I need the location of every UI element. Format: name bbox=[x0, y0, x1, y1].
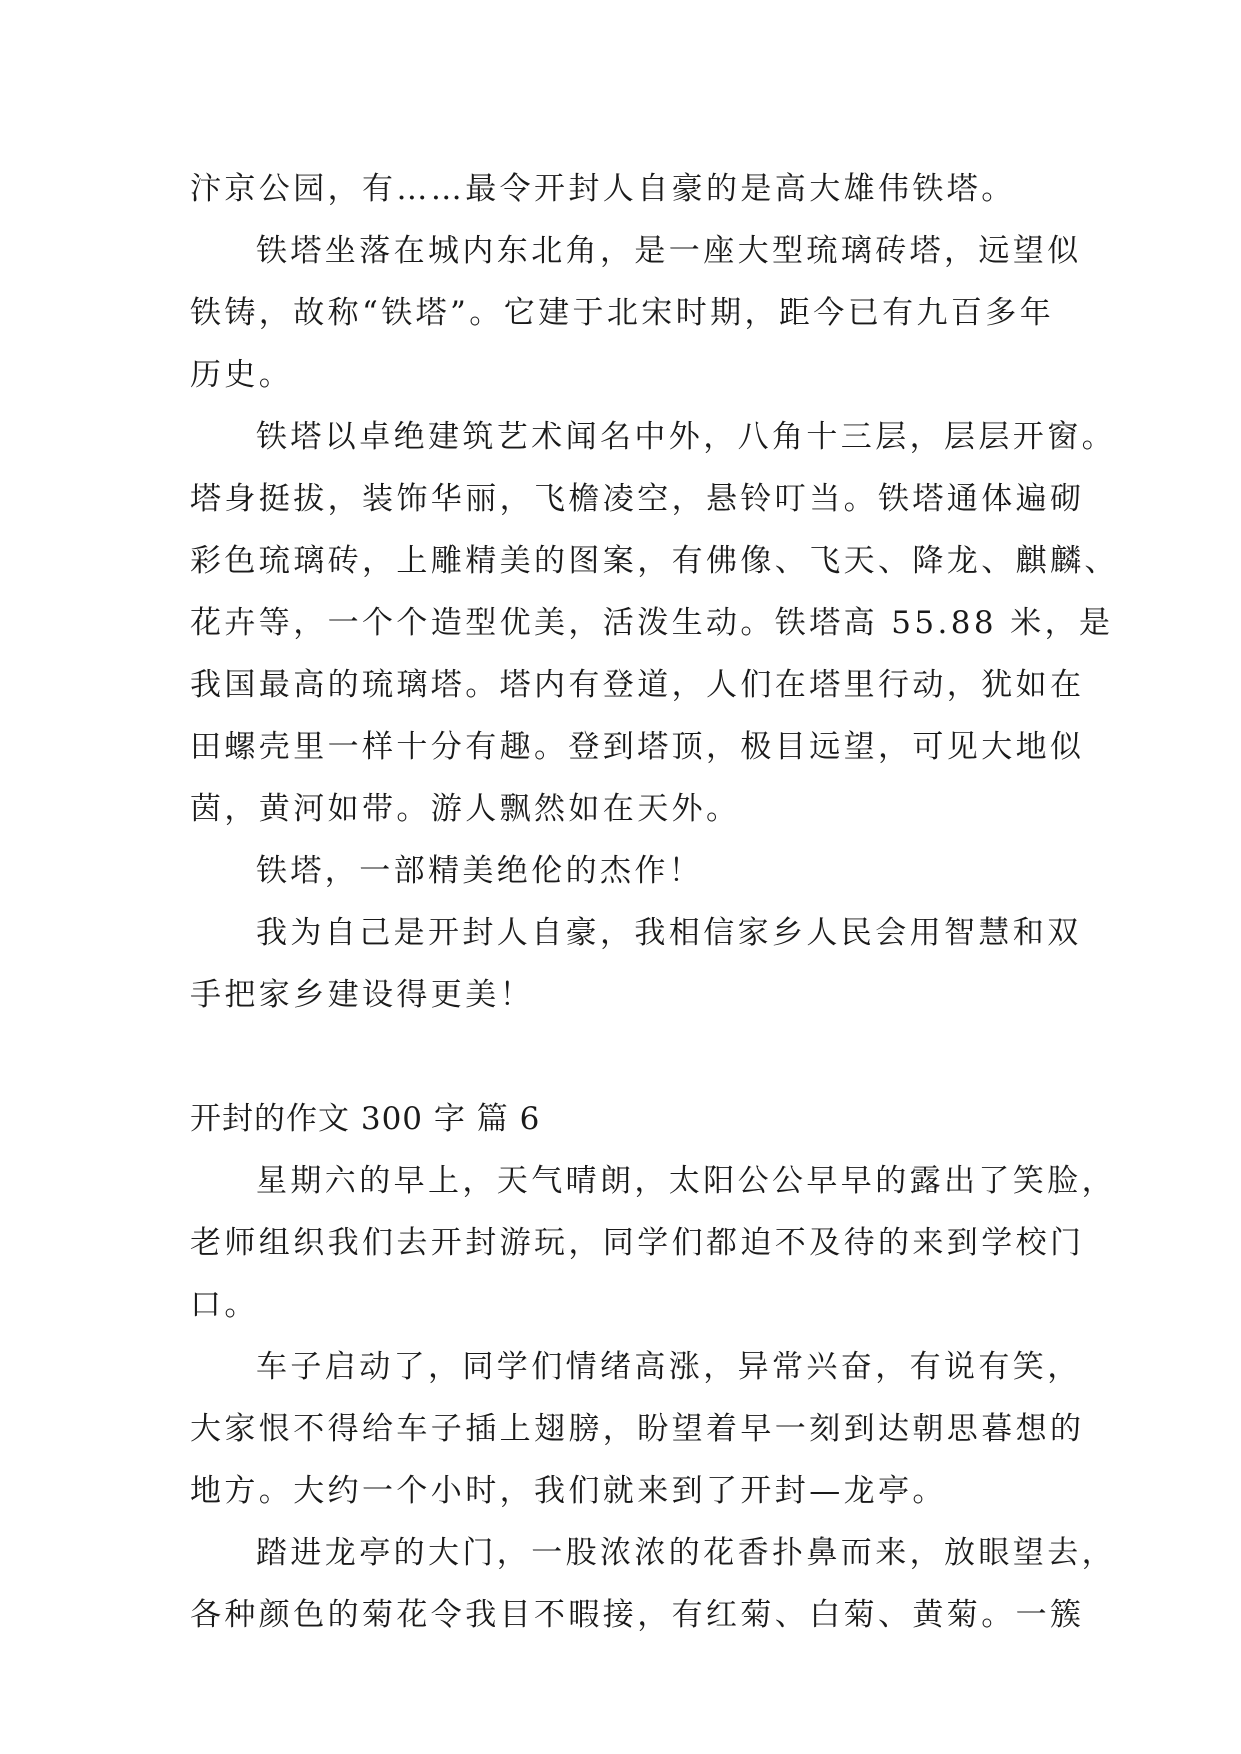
text-line: 田螺壳里一样十分有趣。登到塔顶，极目远望，可见大地似 bbox=[190, 729, 1085, 765]
text-line: 历史。 bbox=[190, 357, 294, 393]
heading-text: 开封的作文 300 字 篇 6 bbox=[190, 1101, 541, 1137]
text-line: 铁塔坐落在城内东北角，是一座大型琉璃砖塔，远望似 bbox=[256, 233, 1082, 269]
text-line: 星期六的早上，天气晴朗，太阳公公早早的露出了笑脸， bbox=[256, 1163, 1116, 1199]
paragraph bbox=[190, 158, 1060, 220]
paragraph bbox=[190, 1336, 1085, 1522]
text-line: 铁塔，一部精美绝伦的杰作！ bbox=[256, 853, 704, 889]
paragraph bbox=[190, 1522, 1116, 1646]
text-line: 各种颜色的菊花令我目不暇接，有红菊、白菊、黄菊。一簇 bbox=[190, 1597, 1085, 1633]
text-line: 铁塔以卓绝建筑艺术闻名中外，八角十三层，层层开窗。 bbox=[256, 419, 1116, 455]
text-line: 口。 bbox=[190, 1287, 259, 1323]
text-line: 手把家乡建设得更美！ bbox=[190, 977, 534, 1013]
text-line: 老师组织我们去开封游玩，同学们都迫不及待的来到学校门 bbox=[190, 1225, 1085, 1261]
text-line: 彩色琉璃砖，上雕精美的图案，有佛像、飞天、降龙、麒麟、 bbox=[190, 543, 1119, 579]
paragraph bbox=[190, 840, 1060, 902]
text-line: 铁铸，故称“铁塔”。它建于北宋时期，距今已有九百多年 bbox=[190, 295, 1055, 331]
document-page bbox=[190, 158, 1119, 1646]
text-line: 茵，黄河如带。游人飘然如在天外。 bbox=[190, 791, 741, 827]
text-line: 大家恨不得给车子插上翅膀，盼望着早一刻到达朝思暮想的 bbox=[190, 1411, 1085, 1447]
text-line: 地方。大约一个小时，我们就来到了开封—龙亭。 bbox=[190, 1473, 947, 1509]
text-line: 车子启动了，同学们情绪高涨，异常兴奋，有说有笑， bbox=[256, 1349, 1082, 1385]
paragraph bbox=[190, 220, 1082, 406]
text-line: 塔身挺拔，装饰华丽，飞檐凌空，悬铃叮当。铁塔通体遍砌 bbox=[190, 481, 1085, 517]
section-gap bbox=[190, 1026, 1060, 1088]
text-line: 踏进龙亭的大门，一股浓浓的花香扑鼻而来，放眼望去， bbox=[256, 1535, 1116, 1571]
paragraph bbox=[190, 1150, 1116, 1336]
text-line: 汴京公园，有……最令开封人自豪的是高大雄伟铁塔。 bbox=[190, 171, 1016, 207]
paragraph bbox=[190, 406, 1119, 840]
text-line: 花卉等，一个个造型优美，活泼生动。铁塔高 55.88 米，是 bbox=[190, 605, 1114, 641]
text-line: 我国最高的琉璃塔。塔内有登道，人们在塔里行动，犹如在 bbox=[190, 667, 1085, 703]
section-heading bbox=[190, 1088, 1060, 1150]
text-line: 我为自己是开封人自豪，我相信家乡人民会用智慧和双 bbox=[256, 915, 1082, 951]
paragraph bbox=[190, 902, 1082, 1026]
